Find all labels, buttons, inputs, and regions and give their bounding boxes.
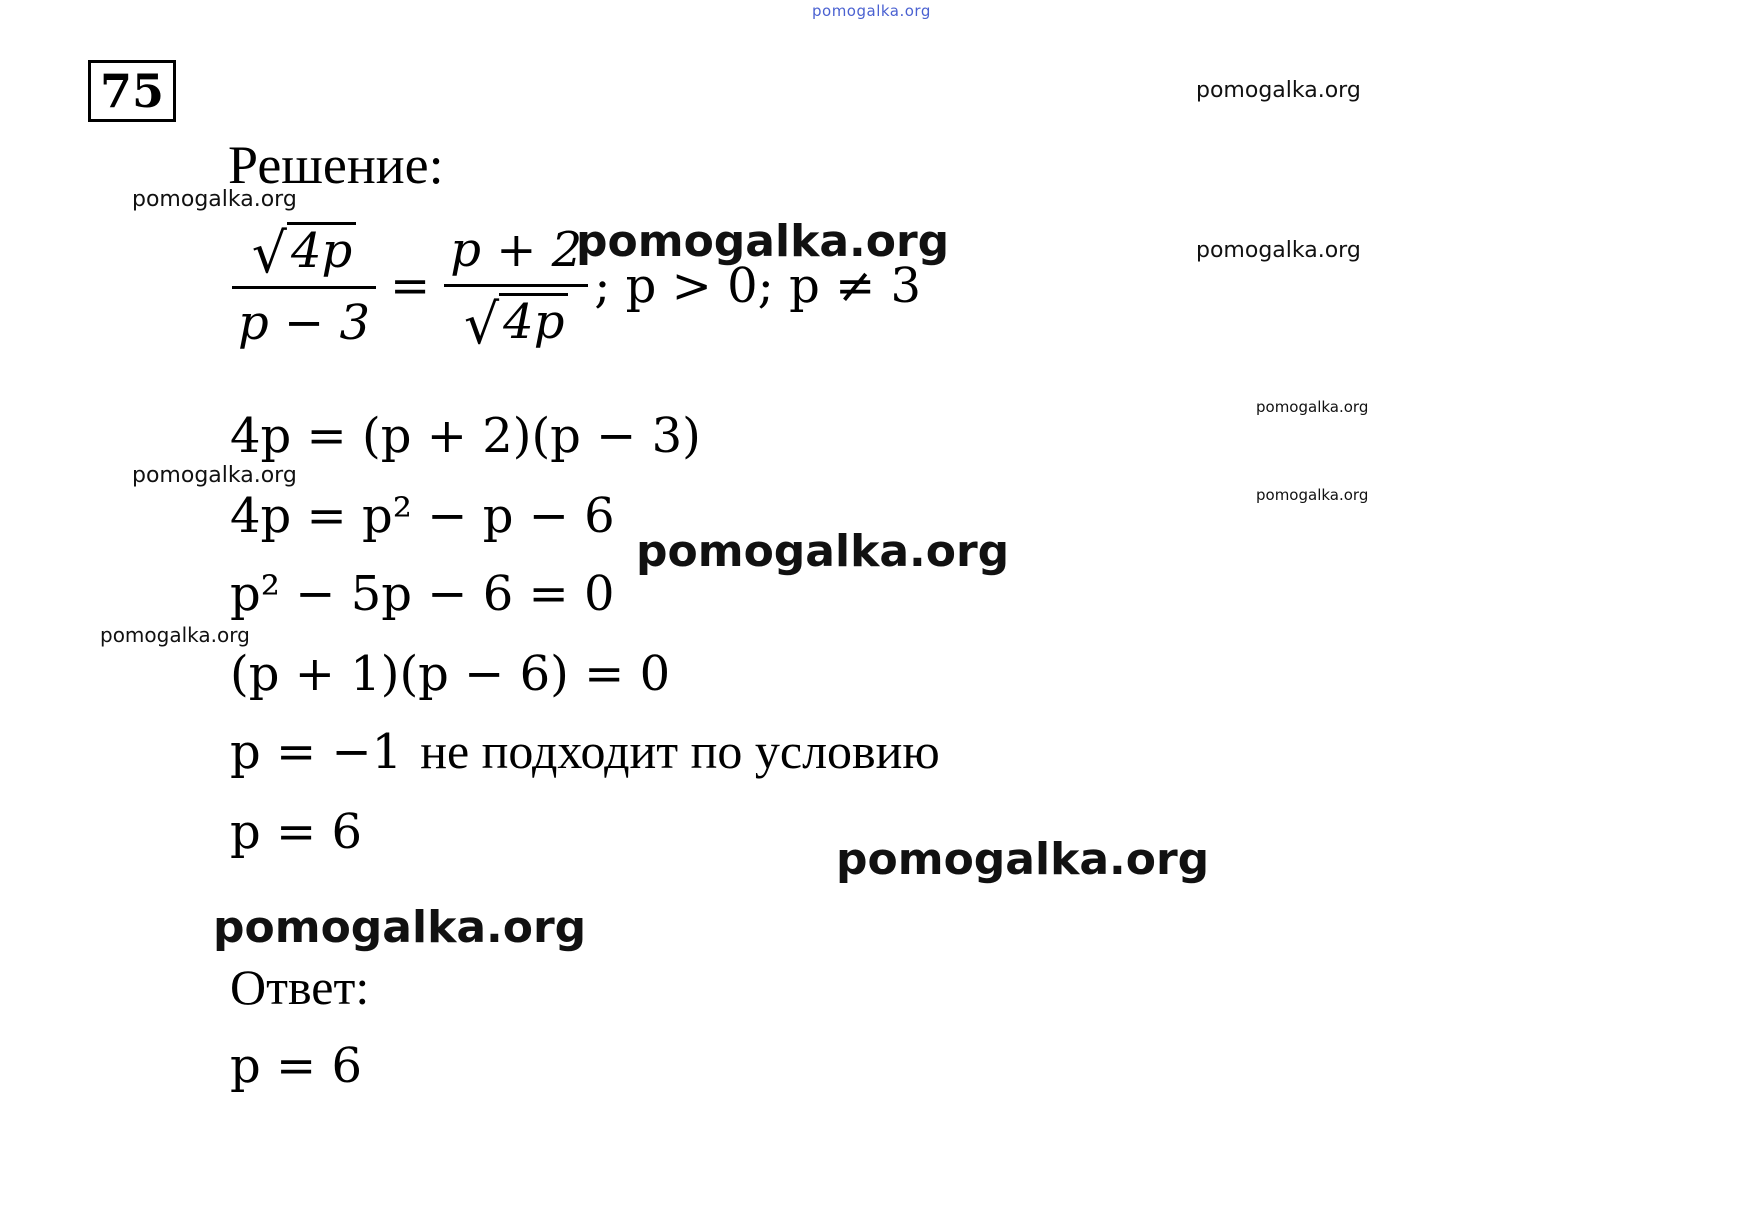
rhs-denominator: 4p (503, 294, 565, 350)
rhs-numerator: p + 2 (450, 222, 583, 278)
step-4: (p + 1)(p − 6) = 0 (230, 646, 671, 702)
answer-value: p = 6 (230, 1038, 362, 1094)
watermark-large-3: pomogalka.org (836, 834, 1210, 885)
lhs-fraction: √ 4p p − 3 (232, 222, 376, 351)
lhs-denominator: p − 3 (238, 294, 370, 351)
equals-sign: = (390, 258, 431, 315)
watermark-left-3: pomogalka.org (100, 623, 250, 647)
step-5-note: не подходит по условию (420, 723, 940, 779)
domain-conditions: ; p > 0; p ≠ 3 (594, 258, 922, 315)
step-5: p = −1 (230, 724, 403, 780)
step-5-line (230, 722, 940, 780)
problem-number: 75 (88, 60, 176, 122)
watermark-left-2: pomogalka.org (132, 463, 297, 488)
solution-heading: Решение: (228, 135, 444, 195)
watermark-right-4: pomogalka.org (1256, 486, 1369, 504)
step-2: 4p = p² − p − 6 (230, 488, 615, 544)
step-1: 4p = (p + 2)(p − 3) (230, 408, 701, 464)
watermark-large-2: pomogalka.org (636, 526, 1010, 577)
lhs-numerator: 4p (290, 223, 353, 279)
rhs-fraction: p + 2 √ 4p (444, 222, 588, 351)
step-3: p² − 5p − 6 = 0 (230, 566, 615, 622)
watermark-large-4: pomogalka.org (213, 902, 587, 953)
answer-heading: Ответ: (230, 959, 370, 1015)
watermark-right-3: pomogalka.org (1256, 398, 1369, 416)
step-6: p = 6 (230, 804, 362, 860)
watermark-large-1: pomogalka.org (576, 216, 950, 267)
watermark-top: pomogalka.org (812, 2, 931, 20)
watermark-right-1: pomogalka.org (1196, 78, 1361, 103)
watermark-left-1: pomogalka.org (132, 187, 297, 212)
watermark-right-2: pomogalka.org (1196, 238, 1361, 263)
